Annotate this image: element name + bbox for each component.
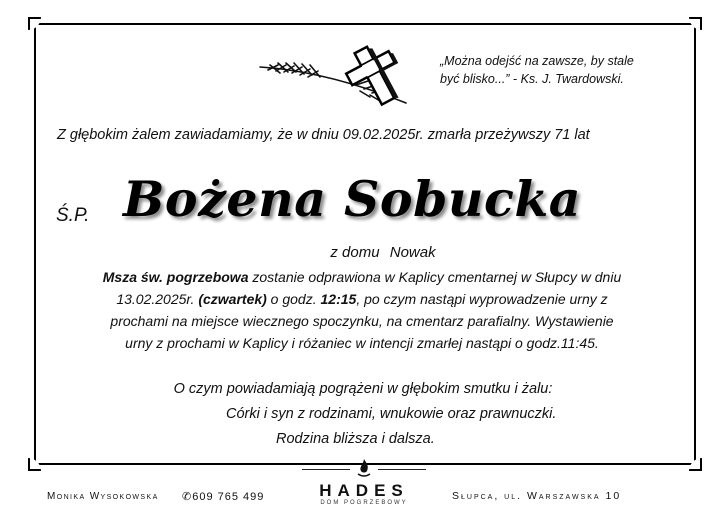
contact-phone: ✆609 765 499 — [182, 491, 265, 503]
mass-time: 12:15 — [320, 291, 357, 307]
mass-line: urny z prochami w Kaplicy i różaniec w intencji zmarłej nastąpi o godz.11:45. — [125, 335, 599, 351]
mass-line — [52, 266, 672, 288]
mass-date: 13.02.2025r. — [116, 291, 199, 307]
mass-text: , po czym nastąpi wyprowadzenie urny z — [356, 291, 608, 307]
frame-corner — [28, 17, 41, 30]
frame-corner — [689, 17, 702, 30]
funeral-mass-info — [52, 266, 672, 354]
relatives-line: Rodzina bliższa i dalsza. — [276, 431, 435, 447]
flame-icon — [355, 458, 373, 478]
deceased-name: Bożena Sobucka — [123, 170, 582, 228]
mass-line — [52, 288, 672, 310]
mass-text: zostanie odprawiona w Kaplicy cmentarnej w Słupcy w dniu — [248, 269, 622, 285]
funeral-home-address: Słupca, ul. Warszawska 10 — [452, 490, 622, 502]
mourners-notice: O czym powiadamiają pogrążeni w głębokim smutku i żalu: — [173, 381, 553, 397]
maiden-name — [0, 244, 726, 261]
name-prefix: Ś.P. — [56, 205, 90, 226]
mass-label: Msza św. pogrzebowa — [102, 269, 249, 285]
logo-divider — [302, 469, 350, 470]
mass-weekday: (czwartek) — [198, 291, 267, 307]
frame-corner — [689, 458, 702, 471]
mass-line: prochami na miejsce wiecznego spoczynku, na cmentarz parafialny. Wystawienie — [110, 313, 614, 329]
family-line: Córki i syn z rodzinami, wnukowie oraz prawnuczki. — [226, 406, 557, 422]
maiden-surname: Nowak — [389, 244, 436, 261]
quote-line: „Można odejść na zawsze, by stale — [440, 54, 634, 68]
announcement-intro: Z głębokim żalem zawiadamiamy, że w dniu 09.02.2025r. zmarła przeżywszy 71 lat — [57, 127, 590, 143]
logo-divider — [378, 469, 426, 470]
contact-name: Monika Wysokowska — [47, 491, 159, 502]
logo-brand: HADES — [319, 481, 409, 500]
quote-line: być blisko...” - Ks. J. Twardowski. — [440, 72, 624, 86]
frame-corner — [28, 458, 41, 471]
maiden-label: z domu — [330, 244, 380, 261]
mass-text: o godz. — [266, 291, 321, 307]
quote — [440, 52, 680, 88]
logo-subtitle: DOM POGRZEBOWY — [320, 500, 408, 506]
funeral-home-logo — [296, 458, 432, 514]
cross-with-palm-branch-icon — [256, 41, 426, 113]
